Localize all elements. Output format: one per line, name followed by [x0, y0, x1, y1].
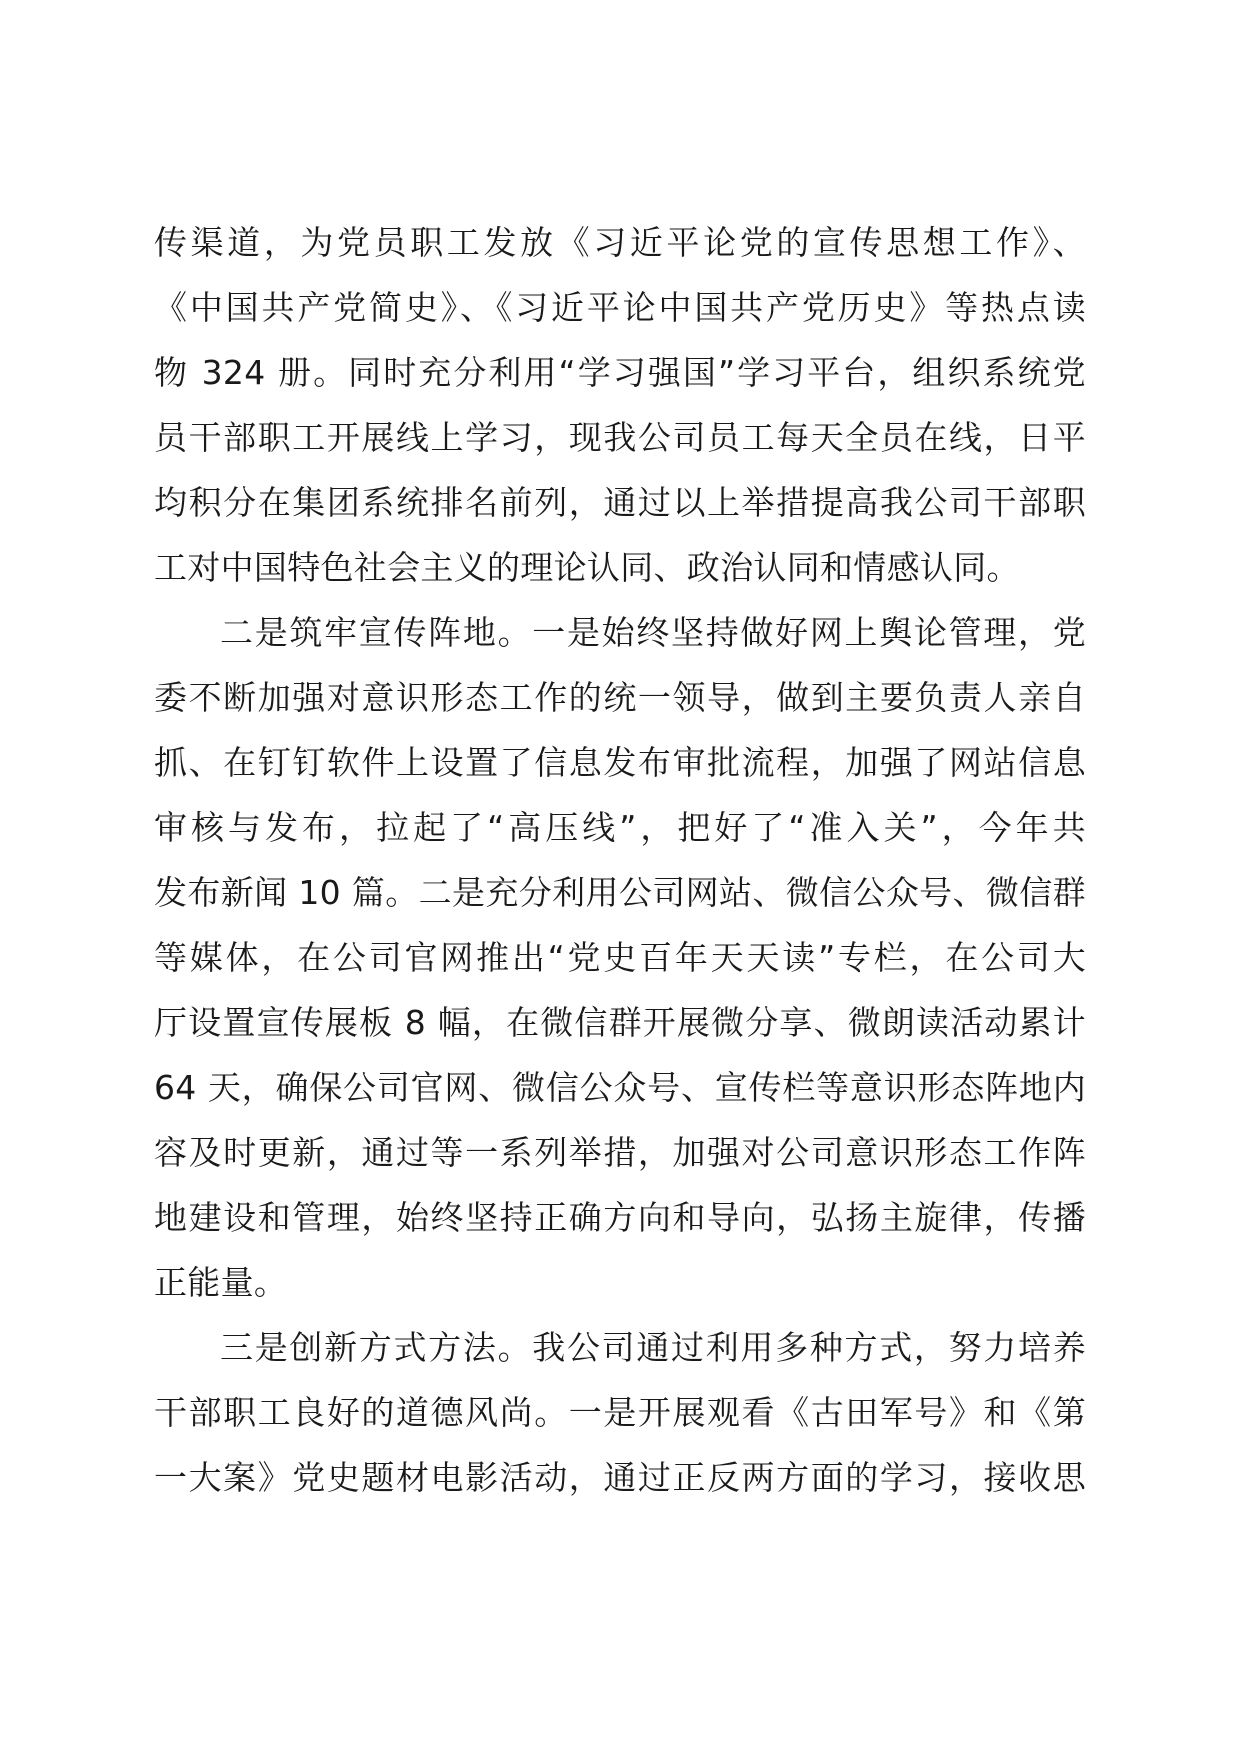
text-line: 厅设置宣传展板 8 幅，在微信群开展微分享、微朗读活动累计	[154, 1003, 1086, 1042]
text-line: 审核与发布，拉起了“高压线”，把好了“准入关”，今年共	[154, 808, 1086, 847]
paragraph	[154, 600, 1086, 1315]
text-line: 传渠道，为党员职工发放《习近平论党的宣传思想工作》、	[154, 223, 1086, 262]
text-line: 三是创新方式方法。我公司通过利用多种方式，努力培养	[220, 1328, 1086, 1367]
text-line: 物 324 册。同时充分利用“学习强国”学习平台，组织系统党	[154, 353, 1086, 392]
text-line: 员干部职工开展线上学习，现我公司员工每天全员在线，日平	[154, 418, 1086, 457]
text-line: 一大案》党史题材电影活动，通过正反两方面的学习，接收思	[154, 1458, 1086, 1497]
text-line: 二是筑牢宣传阵地。一是始终坚持做好网上舆论管理，党	[220, 613, 1086, 652]
text-line: 容及时更新，通过等一系列举措，加强对公司意识形态工作阵	[154, 1133, 1086, 1172]
text-line: 工对中国特色社会主义的理论认同、政治认同和情感认同。	[154, 548, 1020, 587]
text-line: 委不断加强对意识形态工作的统一领导，做到主要负责人亲自	[154, 678, 1086, 717]
paragraph	[154, 1315, 1086, 1510]
paragraph	[154, 210, 1086, 600]
body-text	[154, 210, 1086, 1510]
text-line: 均积分在集团系统排名前列，通过以上举措提高我公司干部职	[154, 483, 1086, 522]
text-line: 正能量。	[154, 1263, 288, 1302]
text-line: 抓、在钉钉软件上设置了信息发布审批流程，加强了网站信息	[154, 743, 1086, 782]
text-line: 干部职工良好的道德风尚。一是开展观看《古田军号》和《第	[154, 1393, 1086, 1432]
text-line: 等媒体，在公司官网推出“党史百年天天读”专栏，在公司大	[154, 938, 1086, 977]
text-line: 《中国共产党简史》、《习近平论中国共产党历史》等热点读	[154, 288, 1086, 327]
text-line: 发布新闻 10 篇。二是充分利用公司网站、微信公众号、微信群	[154, 873, 1086, 912]
text-line: 地建设和管理，始终坚持正确方向和导向，弘扬主旋律，传播	[154, 1198, 1086, 1237]
text-line: 64 天，确保公司官网、微信公众号、宣传栏等意识形态阵地内	[154, 1068, 1086, 1107]
